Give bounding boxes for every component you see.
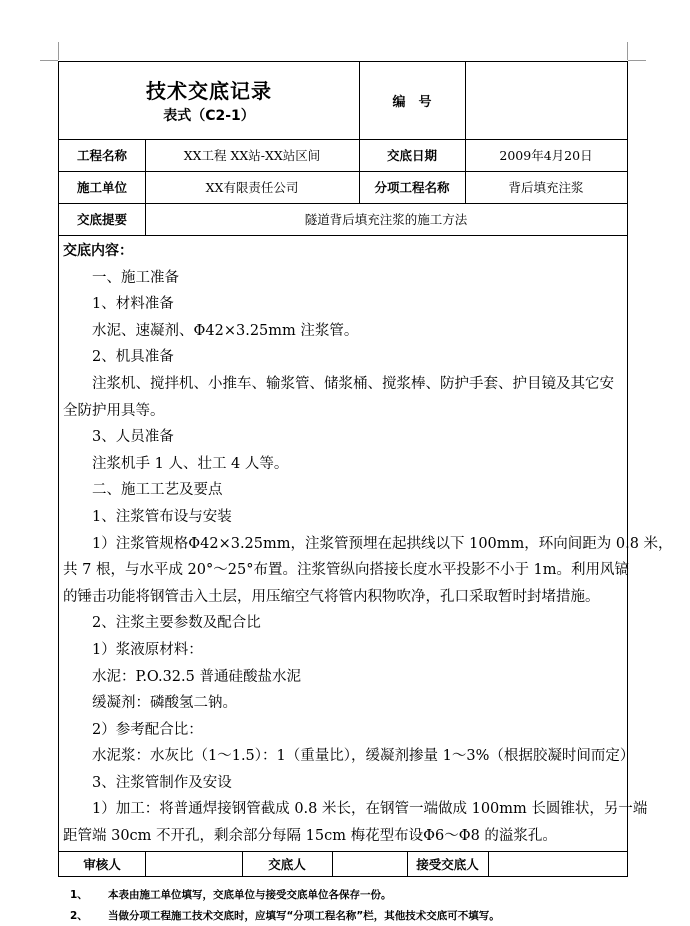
content-line: 注浆机、搅拌机、小推车、输浆管、储浆桶、搅浆棒、防护手套、护目镜及其它安 (92, 375, 614, 392)
reviewer-field[interactable] (145, 851, 242, 877)
footnote-number: 2、 (70, 910, 88, 922)
contractor-value[interactable]: XX有限责任公司 (205, 180, 299, 195)
content-line: 2、注浆主要参数及配合比 (92, 615, 261, 632)
content-heading: 交底内容： (63, 243, 133, 259)
content-line: 全防护用具等。 (63, 402, 165, 419)
project-name-value[interactable]: XX工程 XX站-XX站区间 (183, 148, 321, 163)
reviewer-label: 审核人 (83, 857, 121, 872)
number-label: 编 号 (392, 95, 432, 110)
content-line: 1）加工：将普通焊接钢管截成 0.8 米长，在钢管一端做成 100mm 长圆锥状，另一端 (92, 801, 648, 818)
content-line: 水泥浆：水灰比（1～1.5）：1（重量比），缓凝剂掺量 1～3%（根据胶凝时间而定） (92, 748, 635, 765)
receiver-label: 接受交底人 (416, 857, 479, 872)
content-line: 水泥、速凝剂、Φ42×3.25mm 注浆管。 (92, 322, 359, 339)
rule-row3-bottom (59, 235, 627, 236)
content-line: 2、机具准备 (92, 349, 174, 366)
content-line: 距管端 30cm 不开孔，剩余部分每隔 15cm 梅花型布设Φ6～Φ8 的溢浆孔。 (63, 828, 557, 845)
footnote (70, 887, 392, 902)
project-name-label: 工程名称 (76, 148, 127, 163)
form-code: 表式（C2-1） (163, 108, 255, 124)
contractor-label: 施工单位 (76, 180, 127, 195)
handover-date-value[interactable]: 2009年4月20日 (499, 148, 593, 163)
subproject-value[interactable]: 背后填充注浆 (508, 180, 584, 195)
content-line: 二、施工工艺及要点 (92, 482, 223, 499)
content-line: 水泥：P.O.32.5 普通硅酸盐水泥 (92, 668, 301, 685)
crop-mark-right-h (628, 60, 646, 61)
crop-mark-left-h (40, 60, 58, 61)
content-line: 共 7 根，与水平成 20°～25°布置。注浆管纵向搭接长度水平投影不小于 1m。利用风镐 (63, 562, 630, 579)
content-line: 3、注浆管制作及安设 (92, 774, 232, 791)
receiver-field[interactable] (488, 851, 627, 877)
handover-person-field[interactable] (332, 851, 407, 877)
crop-mark-left-v (58, 42, 59, 60)
footnote-text: 本表由施工单位填写，交底单位与接受交底单位各保存一份。 (108, 889, 392, 901)
crop-mark-right-v (627, 42, 628, 60)
handover-content (63, 238, 673, 850)
record-form (58, 61, 673, 877)
content-line: 1、材料准备 (92, 296, 174, 313)
form-title: 技术交底记录 (146, 78, 272, 103)
subproject-label: 分项工程名称 (374, 180, 450, 195)
content-line: 缓凝剂：磷酸氢二钠。 (92, 695, 237, 712)
content-line: 2）参考配合比： (92, 721, 203, 738)
content-line: 一、施工准备 (92, 269, 179, 286)
content-line: 3、人员准备 (92, 429, 174, 446)
footnote (70, 908, 500, 923)
handover-person-label: 交底人 (268, 857, 306, 872)
footnote-number: 1、 (70, 889, 88, 901)
summary-label: 交底提要 (76, 212, 127, 227)
footnote-text: 当做分项工程施工技术交底时，应填写“分项工程名称”栏，其他技术交底可不填写。 (108, 910, 500, 922)
content-line: 1）注浆管规格Φ42×3.25mm，注浆管预埋在起拱线以下 100mm，环向间距为 0.8 米， (92, 535, 673, 552)
content-line: 1）浆液原材料： (92, 641, 203, 658)
content-line: 1、注浆管布设与安装 (92, 508, 232, 525)
content-line: 的锤击功能将钢管击入土层，用压缩空气将管内积物吹净，孔口采取暂时封堵措施。 (63, 588, 600, 605)
content-line: 注浆机手 1 人、壮工 4 人等。 (92, 455, 289, 472)
number-field[interactable] (465, 62, 627, 139)
handover-date-label: 交底日期 (386, 148, 437, 163)
summary-value[interactable]: 隧道背后填充注浆的施工方法 (304, 212, 468, 227)
